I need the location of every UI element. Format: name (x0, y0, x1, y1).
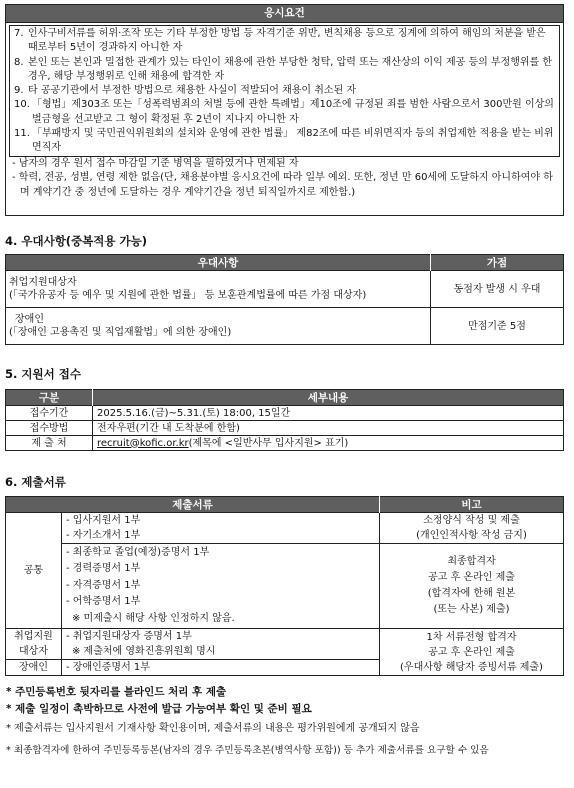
remark-line: 소정양식 작성 및 제출 (423, 515, 520, 526)
requirement-item-9: 9. 타 공공기관에서 부정한 방법으로 채용한 사실이 적발되어 채용이 취소된 자 (14, 85, 357, 97)
preference-col-header: 우대사항 (6, 255, 431, 271)
email-link[interactable]: recruit@kofic.or.kr (97, 437, 189, 449)
section6-title: 6. 제출서류 (5, 475, 66, 489)
requirement-note-military: - 남자의 경우 원서 접수 마감일 기준 병역을 필하였거나 면제된 자 (12, 157, 299, 169)
requirement-item-11: 11. 「부패방지 및 국민권익위원회의 설치와 운영에 관한 법률」 제82조에 따른 비위면직자 등의 취업제한 적용을 받는 비위면직자 (14, 128, 554, 154)
remark-line: (개인인적사항 작성 금지) (416, 530, 527, 541)
document-item: - 취업지원대상자 증명서 1부 (66, 631, 192, 642)
documents-table (5, 496, 564, 676)
footnote-bold: * 제출 일정이 촉박하므로 사전에 발급 가능여부 확인 및 준비 필요 (6, 703, 312, 715)
requirements-notes (6, 157, 563, 201)
requirement-item-10: 10. 「형법」제303조 또는「성폭력범죄의 처벌 등에 관한 특례법」제10조에 규정된 죄를 범한 사람으로서 300만원 이상의 벌금형을 선고받고 그 형이 확정된 후 2년이 지나지 아니한 자 (14, 99, 554, 125)
remark-line: 공고 후 온라인 제출 (428, 646, 515, 658)
remark-line: (또는 사본) 제출) (433, 604, 510, 615)
document-item: - 어학증명서 1부 (66, 596, 141, 608)
footnote-bold: * 주민등록번호 뒷자리를 블라인드 처리 후 제출 (6, 686, 227, 698)
application-row (6, 406, 564, 421)
document-item: - 자격증명서 1부 (66, 579, 141, 591)
section4-title: 4. 우대사항(중복적용 가능) (5, 234, 147, 248)
requirement-item-7: 7. 인사구비서류를 허위·조작 또는 기타 부정한 방법 등 자격기준 위반, 변칙채용 등으로 징계에 의하여 해임의 처분을 받은 때로부터 5년이 경과하지 아니한 자 (14, 28, 546, 54)
requirements-header: 응시요건 (6, 5, 563, 23)
application-row (6, 436, 564, 451)
document-note: ※ 미제출시 해당 사항 인정하지 않음. (72, 612, 235, 624)
preference-name: 취업지원대상자 (9, 277, 77, 288)
group-label-common: 공통 (6, 513, 62, 629)
document-item: - 입사지원서 1부 (66, 515, 141, 526)
application-value: 전자우편(기간 내 도착분에 한함) (93, 421, 564, 436)
footnote: * 제출서류는 입사지원서 기재사항 확인용이며, 제출서류의 내용은 평가위원에게 공개되지 않음 (6, 723, 420, 734)
remark-line: 1차 서류전형 합격자 (426, 631, 517, 643)
document-item: - 장애인증명서 1부 (62, 660, 380, 676)
requirement-note-general: - 학력, 전공, 성별, 연령 제한 없음(단, 채용분야별 응시요건에 따라 일부 예외. 또한, 정년 만 60세에 도달하지 아니하여야 하며 계약기간 중 정년에 도달하는 경우 계약기간을 정년 퇴직일까지로 제한함.) (12, 172, 553, 198)
group-label-disabled: 장애인 (6, 660, 62, 676)
detail-col-header: 세부내용 (307, 392, 349, 404)
footnotes (6, 684, 566, 762)
documents-row (6, 513, 564, 544)
preference-points: 만점기준 5점 (431, 308, 564, 345)
preference-table (5, 254, 564, 345)
document-item: - 경력증명서 1부 (66, 563, 141, 575)
preference-detail: (「장애인 고용촉진 및 직업재활법」에 의한 장애인) (9, 327, 232, 338)
requirement-item-8: 8. 본인 또는 본인과 밀접한 관계가 있는 타인이 채용에 관한 부당한 청탁, 압력 또는 재산상의 이익 제공 등의 부정행위를 한 경우, 해당 부정행위로 인해 채용에 합격한 자 (14, 56, 553, 82)
group-label-veterans: 취업지원 대상자 (6, 629, 62, 660)
documents-row (6, 629, 564, 660)
footnote: * 최종합격자에 한하여 주민등록등본(남자의 경우 주민등록초본(병역사항 포함)) 등 추가 제출서류를 요구할 수 있음 (6, 745, 489, 756)
application-row (6, 421, 564, 436)
documents-row (6, 544, 564, 629)
remark-line: 최종합격자 (447, 556, 496, 567)
application-table (5, 389, 564, 451)
application-label: 제 출 처 (6, 436, 93, 451)
remark-line: 공고 후 온라인 제출 (428, 572, 515, 583)
category-col-header: 구분 (6, 390, 93, 406)
email-note: (제목에 <일반사무 입사지원> 표기) (188, 437, 349, 449)
requirements-inner-box (9, 25, 560, 157)
preference-points: 동점자 발생 시 우대 (431, 271, 564, 308)
points-col-header: 가점 (486, 257, 508, 269)
remarks-col-header: 비고 (461, 499, 482, 511)
section5-title: 5. 지원서 접수 (5, 367, 81, 381)
preference-row (6, 271, 564, 308)
requirements-box (5, 4, 564, 216)
document-item: - 최종학교 졸업(예정)증명서 1부 (66, 546, 210, 558)
preference-detail: (「국가유공자 등 예우 및 지원에 관한 법률」 등 보훈관계법률에 따른 가점 대상자) (9, 290, 367, 301)
document-item: - 자기소개서 1부 (66, 530, 141, 541)
remark-line: (우대사항 해당자 증빙서류 제출) (400, 661, 543, 673)
application-label: 접수기간 (6, 406, 93, 421)
preference-name: 장애인 (15, 314, 44, 325)
document-note: ※ 제출처에 영화진흥위원회 명시 (72, 646, 216, 657)
documents-col-header: 제출서류 (6, 497, 380, 513)
preference-row (6, 308, 564, 345)
remark-line: (합격자에 한해 원본 (427, 588, 516, 599)
application-label: 접수방법 (6, 421, 93, 436)
application-value: 2025.5.16.(금)~5.31.(토) 18:00, 15일간 (93, 406, 564, 421)
